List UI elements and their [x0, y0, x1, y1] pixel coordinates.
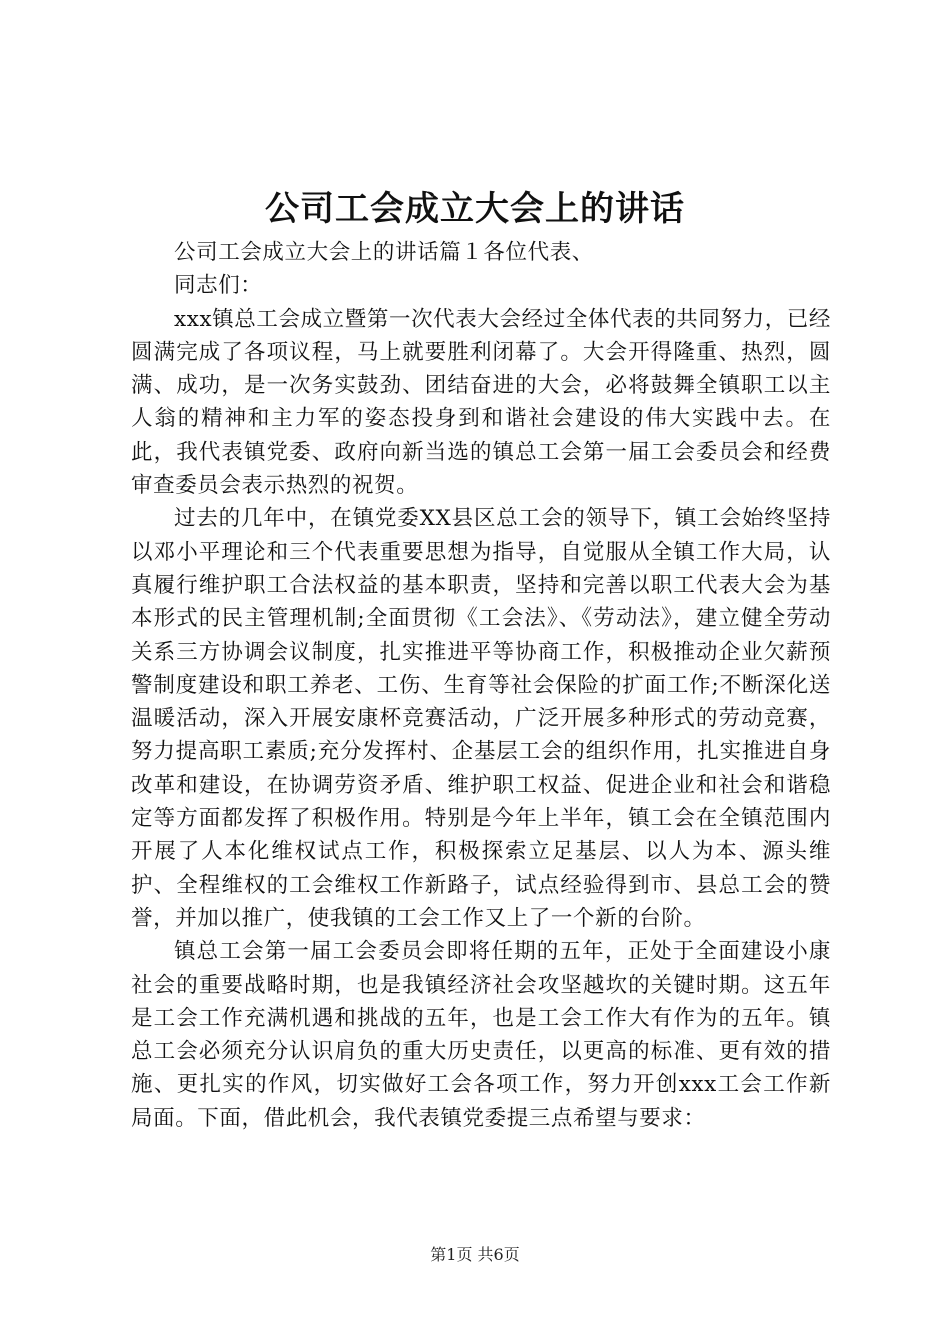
document-body — [131, 236, 831, 1135]
paragraph-3: 镇总工会第一届工会委员会即将任期的五年，正处于全面建设小康社会的重要战略时期，也是我镇经济社会攻坚越坎的关键时期。这五年是工会工作充满机遇和挑战的五年，也是工会工作大有作为的五年。镇总工会必须充分认识肩负的重大历史责任，以更高的标准、更有效的措施、更扎实的作风，切实做好工会各项工作，努力开创xxx工会工作新局面。下面，借此机会，我代表镇党委提三点希望与要求： — [131, 939, 831, 1131]
opening-line: 公司工会成立大会上的讲话篇１各位代表、 — [174, 240, 594, 265]
page-footer: 第1页 共6页 — [430, 1245, 520, 1264]
salutation-line: 同志们： — [174, 273, 263, 299]
document-title: 公司工会成立大会上的讲话 — [265, 189, 685, 229]
paragraph-2: 过去的几年中，在镇党委XX县区总工会的领导下，镇工会始终坚持以邓小平理论和三个代表重要思想为指导，自觉服从全镇工作大局，认真履行维护职工合法权益的基本职责，坚持和完善以职工代表大会为基本形式的民主管理机制;全面贯彻《工会法》、《劳动法》，建立健全劳动关系三方协调会议制度，扎实推进平等协商工作，积极推动企业欠薪预警制度建设和职工养老、工伤、生育等社会保险的扩面工作;不断深化送温暖活动，深入开展安康杯竞赛活动，广泛开展多种形式的劳动竞赛，努力提高职工素质;充分发挥村、企基层工会的组织作用，扎实推进自身改革和建设，在协调劳资矛盾、维护职工权益、促进企业和社会和谐稳定等方面都发挥了积极作用。特别是今年上半年，镇工会在全镇范围内开展了人本化维权试点工作，积极探索立足基层、以人为本、源头维护、全程维权的工会维权工作新路子，试点经验得到市、县总工会的赞誉，并加以推广，使我镇的工会工作又上了一个新的台阶。 — [131, 506, 831, 931]
paragraph-1: xxx镇总工会成立暨第一次代表大会经过全体代表的共同努力，已经圆满完成了各项议程，马上就要胜利闭幕了。大会开得隆重、热烈，圆满、成功，是一次务实鼓劲、团结奋进的大会，必将鼓舞全镇职工以主人翁的精神和主力军的姿态投身到和谐社会建设的伟大实践中去。在此，我代表镇党委、政府向新当选的镇总工会第一届工会委员会和经费审查委员会表示热烈的祝贺。 — [131, 306, 831, 499]
